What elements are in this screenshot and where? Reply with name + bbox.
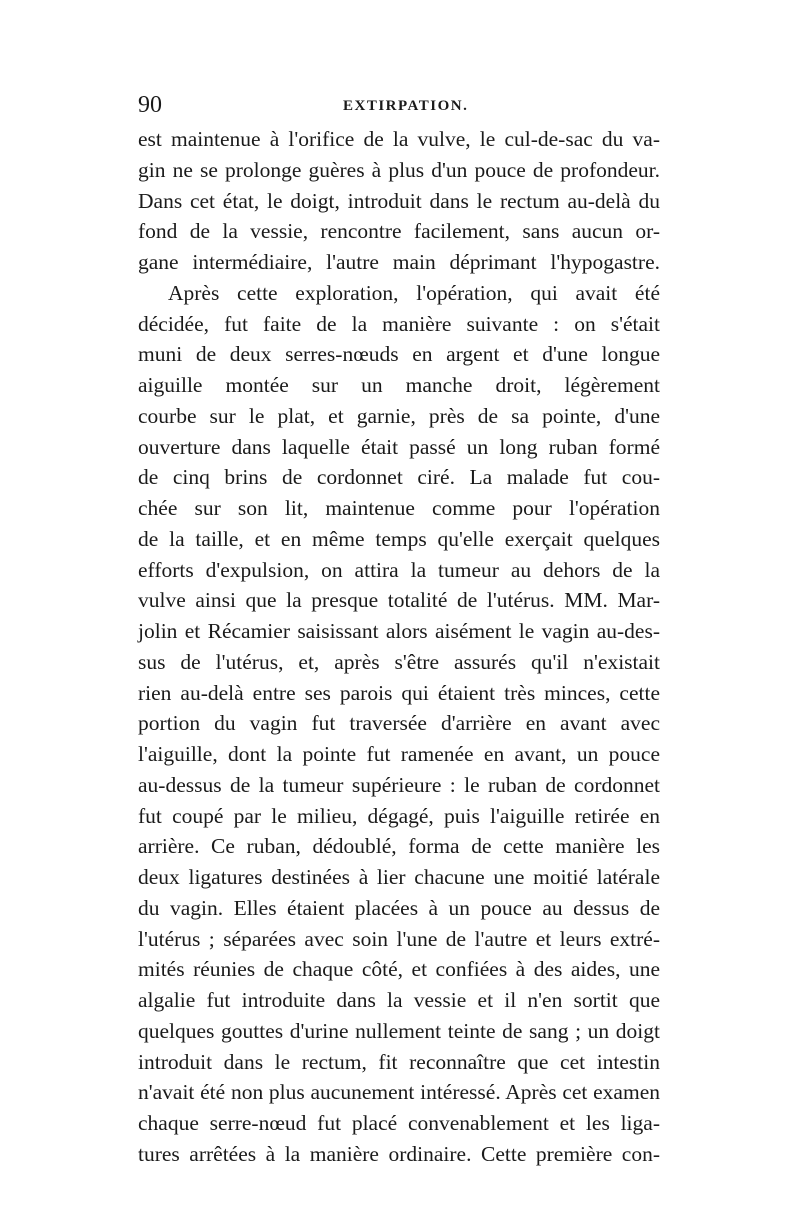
page-header <box>138 90 660 120</box>
text-line: courbe sur le plat, et garnie, près de sa pointe, d'une <box>138 403 660 428</box>
text-line: chée sur son lit, maintenue comme pour l'opération <box>138 496 660 520</box>
text-line: aiguille montée sur un manche droit, légèrement <box>138 373 660 397</box>
text-line: mités réunies de chaque côté, et confiées à des aides, une <box>138 957 660 982</box>
text-line: décidée, fut faite de la manière suivante : on s'était <box>138 311 660 336</box>
text-line: chaque serre-nœud fut placé convenablement et les liga- <box>138 1111 660 1135</box>
text-line: algalie fut introduite dans la vessie et il n'en sortit que <box>138 988 660 1012</box>
text-line: l'aiguille, dont la pointe fut ramenée en avant, un pouce <box>138 742 660 766</box>
text-line: fut coupé par le milieu, dégagé, puis l'aiguille retirée en <box>138 803 660 828</box>
text-line: gin ne se prolonge guères à plus d'un pouce de profondeur. <box>138 157 660 182</box>
text-line: n'avait été non plus aucunement intéressé. Après cet examen <box>138 1080 660 1105</box>
text-line: arrière. Ce ruban, dédoublé, forma de cette manière les <box>138 834 660 859</box>
text-line: Dans cet état, le doigt, introduit dans le rectum au-delà du <box>138 188 660 213</box>
text-line: gane intermédiaire, l'autre main déprimant l'hypogastre. <box>138 250 660 274</box>
text-line: introduit dans le rectum, fit reconnaître que cet intestin <box>138 1049 660 1074</box>
text-line: de cinq brins de cordonnet ciré. La malade fut cou- <box>138 465 660 490</box>
text-line: portion du vagin fut traversée d'arrière en avant avec <box>138 711 660 736</box>
text-line: efforts d'expulsion, on attira la tumeur au dehors de la <box>138 557 660 582</box>
text-line: quelques gouttes d'urine nullement teinte de sang ; un doigt <box>138 1018 660 1043</box>
text-line: tures arrêtées à la manière ordinaire. Cette première con- <box>138 1141 660 1166</box>
text-line: vulve ainsi que la presque totalité de l'utérus. MM. Mar- <box>138 588 660 613</box>
text-line: rien au-delà entre ses parois qui étaient très minces, cette <box>138 680 660 705</box>
text-line: l'utérus ; séparées avec soin l'une de l'autre et leurs extré- <box>138 926 660 951</box>
page-number: 90 <box>138 92 162 118</box>
text-line: au-dessus de la tumeur supérieure : le ruban de cordonnet <box>138 772 660 797</box>
running-head: EXTIRPATION. <box>343 98 469 114</box>
text-line: deux ligatures destinées à lier chacune une moitié latérale <box>138 865 660 889</box>
text-line: fond de la vessie, rencontre facilement, sans aucun or- <box>138 219 660 244</box>
text-line: de la taille, et en même temps qu'elle exerçait quelques <box>138 526 660 551</box>
text-line: ouverture dans laquelle était passé un long ruban formé <box>138 434 660 459</box>
text-line: du vagin. Elles étaient placées à un pouce au dessus de <box>138 895 660 920</box>
body-text <box>138 124 660 1170</box>
text-line: sus de l'utérus, et, après s'être assurés qu'il n'existait <box>138 649 660 674</box>
text-line: est maintenue à l'orifice de la vulve, le cul-de-sac du va- <box>138 127 660 151</box>
text-line: muni de deux serres-nœuds en argent et d'une longue <box>138 342 660 367</box>
paragraph-first-line: Après cette exploration, l'opération, qui avait été <box>168 280 660 305</box>
text-line: jolin et Récamier saisissant alors aisément le vagin au-des- <box>138 619 660 643</box>
